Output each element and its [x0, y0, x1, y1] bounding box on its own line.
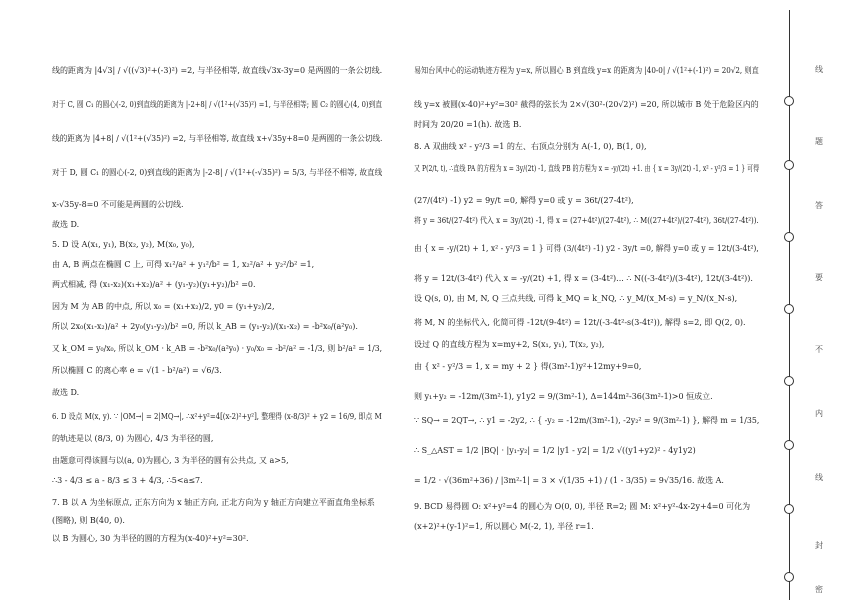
text-line: 又 P(2/t, t), ∴直线 PA 的方程为 x = 3y/(2t) -1, 直线 PB 的方程为 x = -y/(2t) +1. 由 { x = 3y/(2t) -1, x² - y²/3 = 1 } 可得: [414, 164, 760, 173]
text-line: 因为 M 为 AB 的中点, 所以 x₀ = (x₁+x₂)/2, y0 = (y₁+y₂)/2,: [52, 302, 275, 311]
binding-hole-circle: [784, 304, 794, 314]
text-line: 6. D 设点 M(x, y). ∵ |OM→| = 2|MQ→|, ∴x²+y²=4[(x-2)²+y²], 整理得 (x-8/3)² + y2 = 16/9, 即点 M: [52, 412, 382, 421]
text-line: 时间为 20/20 =1(h). 故选 B.: [414, 120, 522, 129]
text-line: 由 { x² - y²/3 = 1, x = my + 2 } 得(3m²-1)y²+12my+9=0,: [414, 362, 642, 371]
text-line: 所以 2x₀(x₁-x₂)/a² + 2y₀(y₁-y₂)/b² =0, 所以 k_AB = (y₁-y₂)/(x₁-x₂) = -b²x₀/(a²y₀).: [52, 322, 358, 331]
binding-hole-circle: [784, 572, 794, 582]
binding-margin-char: 密: [815, 585, 823, 594]
text-line: 则 y₁+y₂ = -12m/(3m²-1), y1y2 = 9/(3m²-1), Δ=144m²-36(3m²-1)>0 恒成立.: [414, 392, 713, 401]
text-line: 由 A, B 两点在椭圆 C 上, 可得 x₁²/a² + y₁²/b² = 1, x₂²/a² + y₂²/b² =1,: [52, 260, 315, 269]
text-line: 易知台风中心的运动轨迹方程为 y=x, 所以圆心 B 到直线 y=x 的距离为 |40-0| / √(1²+(-1)²) = 20√2, 则直: [414, 66, 759, 75]
text-line: 的轨迹是以 (8/3, 0) 为圆心, 4/3 为半径的圆,: [52, 434, 214, 443]
binding-margin: [776, 0, 860, 608]
text-line: 将 y = 12t/(3-4t²) 代入 x = -y/(2t) +1, 得 x = (3-4t²)... ∴ N((-3-4t²)/(3-4t²), 12t/(3-4t²)).: [414, 274, 753, 283]
text-line: x-√35y-8=0 不可能是两圆的公切线.: [52, 200, 184, 209]
text-line: 故选 D.: [52, 220, 80, 229]
text-line: = 1/2 · √(36m²+36) / |3m²-1| = 3 × √(1/35 +1) / (1 - 3/35) = 9√35/16. 故选 A.: [414, 476, 724, 485]
text-line: 对于 C, 圆 C₁ 的圆心(-2, 0)到直线的距离为 |-2+8| / √(1²+(√35)²) =1, 与半径相等; 圆 C₂ 的圆心(4, 0)到直: [52, 100, 383, 109]
binding-margin-char: 封: [815, 541, 823, 550]
text-line: 将 M, N 的坐标代入, 化简可得 -12t/(9-4t²) = 12t/(-3-4t²-s(3-4t²)), 解得 s=2, 即 Q(2, 0).: [414, 318, 746, 327]
binding-hole-circle: [784, 232, 794, 242]
text-line: 9. BCD 易得圆 O: x²+y²=4 的圆心为 O(0, 0), 半径 R=2; 圆 M: x²+y²-4x-2y+4=0 可化为: [414, 502, 751, 511]
text-line: 所以椭圆 C 的离心率 e = √(1 - b²/a²) = √6/3.: [52, 366, 222, 375]
binding-hole-circle: [784, 504, 794, 514]
binding-margin-char: 线: [815, 473, 823, 482]
text-line: 由 { x = -y/(2t) + 1, x² - y²/3 = 1 } 可得 (3/(4t²) -1) y2 - 3y/t =0, 解得 y=0 或 y = 12t/(3-4t²),: [414, 244, 759, 253]
text-line: 8. A 双曲线 x² - y²/3 =1 的左、右顶点分别为 A(-1, 0), B(1, 0),: [414, 142, 647, 151]
text-line: 将 y = 36t/(27-4t²) 代入 x = 3y/(2t) -1, 得 x = (27+4t²)/(27-4t²), ∴ M((27+4t²)/(27-4t²), 36t/(27-4t²)).: [414, 216, 759, 225]
text-line: 线 y=x 被圆(x-40)²+y²=30² 截得的弦长为 2×√(30²-(20√2)²) =20, 所以城市 B 处于危险区内的: [414, 100, 759, 109]
text-line: ∵ SQ→ = 2QT→, ∴ y1 = -2y2, ∴ { -y₂ = -12m/(3m²-1), -2y₂² = 9/(3m²-1) }, 解得 m = 1/35,: [414, 416, 760, 425]
text-line: 线的距离为 |4+8| / √(1²+(√35)²) =2, 与半径相等, 故直线 x+√35y+8=0 是两圆的一条公切线.: [52, 134, 383, 143]
binding-margin-char: 内: [815, 409, 823, 418]
text-line: ∴3 - 4/3 ≤ a - 8/3 ≤ 3 + 4/3, ∴5<a≤7.: [52, 476, 203, 485]
text-line: ∴ S_△AST = 1/2 |BQ| · |y₁-y₂| = 1/2 |y1 - y2| = 1/2 √((y1+y2)² - 4y1y2): [414, 446, 696, 455]
text-line: 线的距离为 |4√3| / √((√3)²+(-3)²) =2, 与半径相等, 故直线√3x-3y=0 是两圆的一条公切线.: [52, 66, 383, 75]
text-line: 以 B 为圆心, 30 为半径的圆的方程为(x-40)²+y²=30².: [52, 534, 249, 543]
text-line: 两式相减, 得 (x₁-x₂)(x₁+x₂)/a² + (y₁-y₂)(y₁+y₂)/b² =0.: [52, 280, 256, 289]
binding-hole-circle: [784, 96, 794, 106]
binding-hole-circle: [784, 376, 794, 386]
text-line: (图略), 则 B(40, 0).: [52, 516, 125, 525]
binding-margin-char: 不: [815, 345, 823, 354]
text-line: 由题意可得该圆与以(a, 0)为圆心, 3 为半径的圆有公共点, 又 a>5,: [52, 456, 289, 465]
text-line: 5. D 设 A(x₁, y₁), B(x₂, y₂), M(x₀, y₀),: [52, 240, 195, 249]
text-line: 设过 Q 的直线方程为 x=my+2, S(x₁, y₁), T(x₂, y₂),: [414, 340, 605, 349]
text-line: 故选 D.: [52, 388, 80, 397]
text-line: (27/(4t²) -1) y2 = 9y/t =0, 解得 y=0 或 y = 36t/(27-4t²),: [414, 196, 634, 205]
text-line: 设 Q(s, 0), 由 M, N, Q 三点共线, 可得 k_MQ = k_NQ, ∴ y_M/(x_M-s) = y_N/(x_N-s),: [414, 294, 738, 303]
text-line: (x+2)²+(y-1)²=1, 所以圆心 M(-2, 1), 半径 r=1.: [414, 522, 594, 531]
binding-hole-circle: [784, 160, 794, 170]
binding-margin-char: 题: [815, 137, 823, 146]
binding-margin-char: 答: [815, 201, 823, 210]
binding-hole-circle: [784, 440, 794, 450]
binding-margin-char: 线: [815, 65, 823, 74]
binding-margin-char: 要: [815, 273, 823, 282]
text-line: 又 k_OM = y₀/x₀, 所以 k_OM · k_AB = -b²x₀/(a²y₀) · y₀/x₀ = -b²/a² = -1/3, 则 b²/a² = 1/3,: [52, 344, 383, 353]
text-line: 对于 D, 圆 C₁ 的圆心(-2, 0)到直线的距离为 |-2-8| / √(1²+(-√35)²) = 5/3, 与半径不相等, 故直线: [52, 168, 383, 177]
text-line: 7. B 以 A 为坐标原点, 正东方向为 x 轴正方向, 正北方向为 y 轴正方向建立平面直角坐标系: [52, 498, 375, 507]
